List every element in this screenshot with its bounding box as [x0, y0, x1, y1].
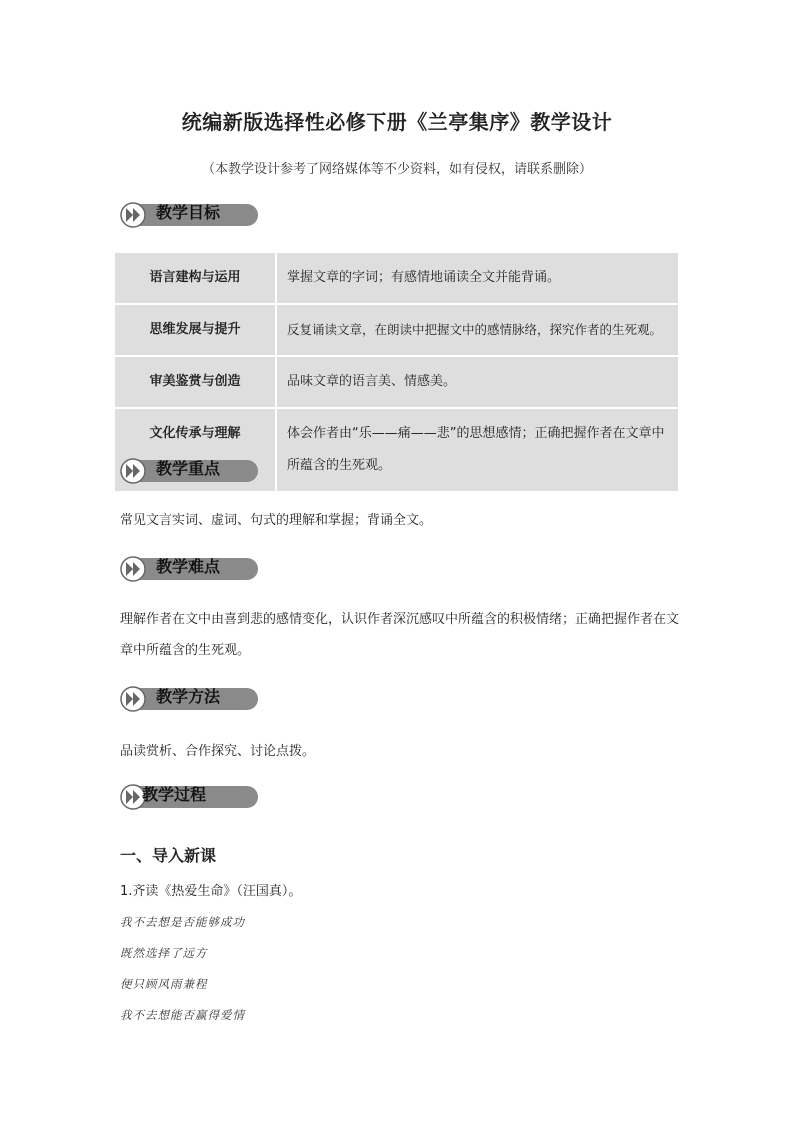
goal-description: 反复诵读文章，在朗读中把握文中的感情脉络，探究作者的生死观。	[276, 304, 679, 356]
goal-description: 品味文章的语言美、情感美。	[276, 356, 679, 408]
table-row	[114, 304, 679, 356]
poem-line: 既然选择了远方	[120, 946, 208, 960]
document-subtitle: （本教学设计参考了网络媒体等不少资料，如有侵权，请联系删除）	[201, 162, 592, 177]
section-title-goals: 教学目标	[156, 203, 221, 222]
process-heading: 一、导入新课	[120, 846, 217, 865]
section-title-difficulties: 教学难点	[156, 557, 221, 576]
section-header-key-points	[120, 456, 260, 484]
goal-description: 掌握文章的字词；有感情地诵读全文并能背诵。	[276, 252, 679, 304]
goal-category: 思维发展与提升	[114, 304, 276, 356]
double-chevron-icon	[120, 686, 148, 712]
methods-text: 品读赏析、合作探究、讨论点拨。	[120, 744, 316, 759]
difficulties-text: 理解作者在文中由喜到悲的感情变化，认识作者深沉感叹中所蕴含的积极情绪；正确把握作者在文章中所蕴含的生死观。	[120, 612, 680, 658]
goal-category: 文化传承与理解	[114, 408, 276, 492]
poem-line: 我不去想是否能够成功	[120, 915, 245, 929]
section-title-key-points: 教学重点	[156, 459, 221, 478]
section-title-methods: 教学方法	[156, 687, 221, 706]
goal-category: 审美鉴赏与创造	[114, 356, 276, 408]
double-chevron-icon	[120, 458, 148, 484]
section-title-process: 教学过程	[142, 785, 207, 804]
table-row	[114, 252, 679, 304]
section-header-goals	[120, 200, 260, 228]
key-points-text: 常见文言实词、虚词、句式的理解和掌握；背诵全文。	[120, 513, 433, 528]
poem-line: 我不去想能否赢得爱情	[120, 1008, 245, 1022]
double-chevron-icon	[120, 202, 148, 228]
document-title: 统编新版选择性必修下册《兰亭集序》教学设计	[181, 110, 613, 134]
section-header-process	[120, 782, 260, 810]
goal-description: 体会作者由“乐——痛——悲”的思想感情；正确把握作者在文章中所蕴含的生死观。	[276, 408, 679, 492]
poem-line: 便只顾风雨兼程	[120, 977, 208, 991]
section-header-difficulties	[120, 554, 260, 582]
section-header-methods	[120, 684, 260, 712]
double-chevron-icon	[120, 556, 148, 582]
goal-category: 语言建构与运用	[114, 252, 276, 304]
table-row	[114, 356, 679, 408]
process-item: 1.齐读《热爱生命》（汪国真）。	[120, 884, 302, 899]
